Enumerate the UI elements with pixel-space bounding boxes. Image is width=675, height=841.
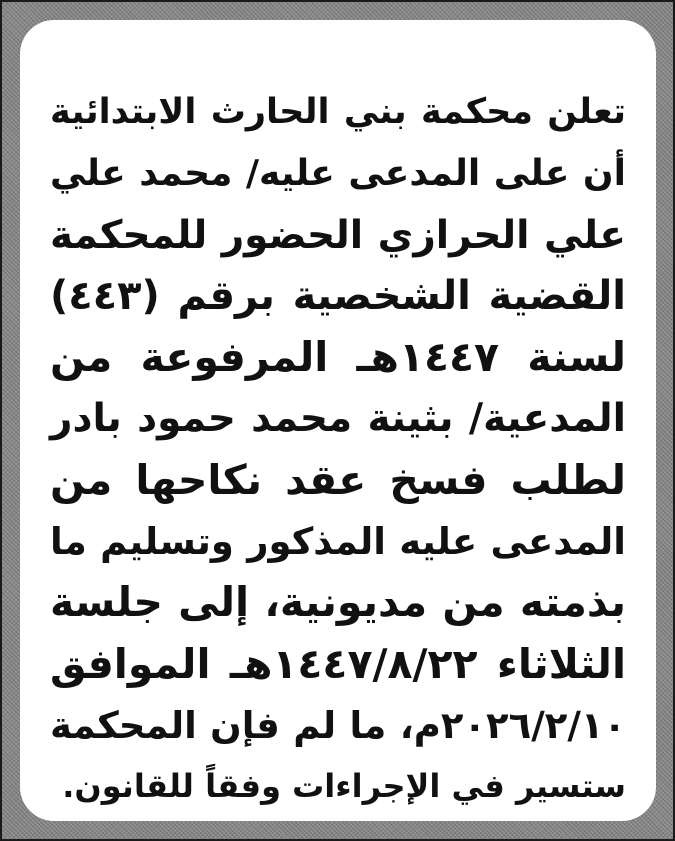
notice-line-7: لطلب فسخ عقد نكاحها من <box>50 455 626 504</box>
notice-line-5: لسنة ١٤٤٧هـ المرفوعة من <box>50 333 626 382</box>
notice-line-11: ٢٠٢٦/٢/١٠م، ما لم فإن المحكمة <box>50 703 626 747</box>
notice-line-9: بذمته من مديونية، إلى جلسة <box>50 578 626 627</box>
court-notice-text <box>50 82 626 818</box>
notice-line-4: القضية الشخصية برقم (٤٤٣) <box>50 272 626 319</box>
notice-line-10: الثلاثاء ١٤٤٧/٨/٢٢هـ الموافق <box>50 639 626 688</box>
notice-line-3: علي الحرازي الحضور للمحكمة <box>50 212 626 258</box>
notice-line-8: المدعى عليه المذكور وتسليم ما <box>50 520 626 564</box>
notice-line-6: المدعية/ بثينة محمد حمود بادر <box>50 396 626 442</box>
notice-line-12: ستسير في الإجراءات وفقاً للقانون. <box>62 767 626 806</box>
notice-line-2: أن على المدعى عليه/ محمد علي <box>50 153 626 195</box>
notice-card <box>20 20 656 821</box>
notice-line-1: تعلن محكمة بني الحارث الابتدائية <box>50 92 626 132</box>
